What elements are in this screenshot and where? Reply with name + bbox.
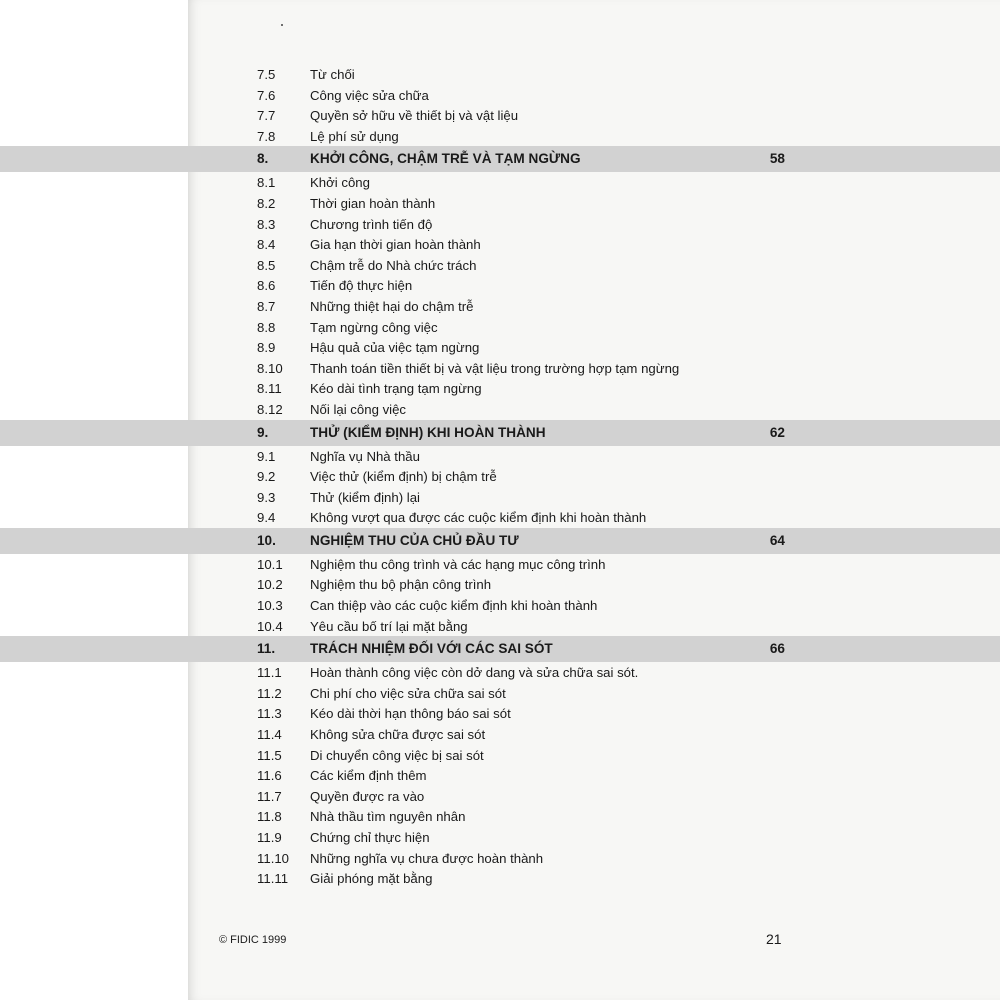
toc-entry: [0, 399, 1000, 420]
toc-entry: [0, 683, 1000, 704]
toc-entry: [0, 724, 1000, 745]
toc-title: Can thiệp vào các cuộc kiểm định khi hoàn thành: [310, 598, 598, 614]
toc-number: 8.10: [257, 360, 283, 376]
footer-copyright: © FIDIC 1999: [219, 934, 287, 946]
toc-number: 11.1: [257, 665, 282, 681]
toc-title: Quyền sở hữu về thiết bị và vật liệu: [310, 108, 519, 124]
toc-title: Nối lại công việc: [310, 401, 407, 417]
toc-title: Từ chối: [310, 67, 355, 82]
toc-entry: [0, 317, 1000, 338]
toc-page-number: 64: [769, 532, 785, 548]
toc-number: 11.11: [257, 871, 289, 887]
toc-number: 8.2: [257, 195, 276, 211]
toc-entry: [0, 85, 1000, 106]
toc-section-heading: [0, 146, 1000, 172]
toc-entry: [0, 466, 1000, 487]
toc-number: 9.2: [257, 469, 276, 485]
toc-number: 8.12: [257, 401, 283, 417]
table-of-contents: [0, 64, 1000, 889]
toc-title: THỬ (KIỂM ĐỊNH) KHI HOÀN THÀNH: [310, 424, 546, 440]
toc-entry: [0, 507, 1000, 528]
toc-number: 8.1: [257, 175, 276, 191]
toc-entry: [0, 358, 1000, 379]
toc-number: 10.4: [257, 618, 283, 634]
toc-number: 9.3: [257, 489, 276, 505]
toc-entry: [0, 827, 1000, 848]
toc-title: Chi phí cho việc sửa chữa sai sót: [310, 685, 506, 701]
toc-number: 11.6: [257, 768, 282, 784]
toc-entry: [0, 126, 1000, 147]
toc-entry: [0, 446, 1000, 467]
toc-entry: [0, 616, 1000, 637]
toc-number: 7.5: [257, 67, 276, 82]
toc-number: 11.3: [257, 706, 282, 722]
toc-title: NGHIỆM THU CỦA CHỦ ĐẦU TƯ: [310, 532, 519, 548]
toc-entry: [0, 234, 1000, 255]
toc-number: 11.5: [257, 747, 282, 763]
toc-title: Di chuyển công việc bị sai sót: [310, 747, 484, 763]
toc-number: 7.7: [257, 108, 276, 124]
toc-title: Gia hạn thời gian hoàn thành: [310, 237, 481, 253]
toc-number: 9.1: [257, 448, 276, 464]
toc-title: Những thiệt hại do chậm trễ: [310, 298, 474, 314]
toc-entry: [0, 703, 1000, 724]
toc-title: Kéo dài tình trạng tạm ngừng: [310, 381, 482, 397]
toc-title: KHỞI CÔNG, CHẬM TRỄ VÀ TẠM NGỪNG: [310, 151, 581, 167]
toc-entry: [0, 745, 1000, 766]
toc-title: Không vượt qua được các cuộc kiểm định khi hoàn thành: [310, 510, 647, 526]
toc-number: 11.10: [257, 850, 290, 866]
toc-number: 10.2: [257, 577, 283, 593]
toc-title: Nghiệm thu bộ phận công trình: [310, 577, 492, 593]
toc-number: 8.6: [257, 278, 276, 294]
toc-title: Thanh toán tiền thiết bị và vật liệu trong trường hợp tạm ngừng: [310, 360, 680, 376]
toc-number: 10.1: [257, 556, 283, 572]
toc-entry: [0, 487, 1000, 508]
toc-entry: [0, 172, 1000, 193]
toc-title: Khởi công: [310, 175, 370, 191]
toc-entry: [0, 786, 1000, 807]
toc-number: 8.3: [257, 216, 276, 232]
toc-title: Chương trình tiến độ: [310, 216, 433, 232]
toc-entry: [0, 214, 1000, 235]
toc-entry: [0, 275, 1000, 296]
toc-entry: [0, 574, 1000, 595]
toc-number: 8.: [257, 151, 269, 167]
footer-page-number: 21: [766, 931, 782, 947]
toc-title: Công việc sửa chữa: [310, 87, 429, 103]
toc-entry: [0, 378, 1000, 399]
toc-number: 10.: [257, 532, 276, 548]
toc-title: Chậm trễ do Nhà chức trách: [310, 257, 477, 273]
toc-title: Thời gian hoàn thành: [310, 195, 436, 211]
toc-number: 9.4: [257, 510, 276, 526]
toc-number: 8.11: [257, 381, 282, 397]
toc-title: Nhà thầu tìm nguyên nhân: [310, 809, 466, 825]
toc-entry: [0, 868, 1000, 889]
toc-section-heading: [0, 636, 1000, 662]
toc-entry: [0, 64, 1000, 85]
toc-page-number: 58: [769, 151, 785, 167]
toc-number: 11.4: [257, 727, 282, 743]
toc-page-number: 62: [769, 424, 785, 440]
toc-title: Yêu cầu bố trí lại mặt bằng: [310, 618, 468, 634]
toc-number: 11.: [257, 641, 276, 657]
toc-title: TRÁCH NHIỆM ĐỐI VỚI CÁC SAI SÓT: [310, 641, 553, 657]
toc-title: Giải phóng mặt bằng: [310, 871, 433, 887]
toc-title: Quyền được ra vào: [310, 788, 425, 804]
toc-number: 8.8: [257, 319, 276, 335]
toc-title: Tiến độ thực hiện: [310, 278, 413, 294]
toc-number: 11.9: [257, 830, 282, 845]
toc-number: 8.4: [257, 237, 276, 253]
toc-number: 7.6: [257, 87, 276, 103]
toc-title: Tạm ngừng công việc: [310, 319, 438, 335]
toc-title: Lệ phí sử dụng: [310, 128, 399, 144]
toc-title: Hậu quả của việc tạm ngừng: [310, 340, 480, 356]
toc-title: Nghiệm thu công trình và các hạng mục công trình: [310, 556, 606, 572]
toc-number: 8.9: [257, 340, 276, 356]
toc-entry: [0, 105, 1000, 126]
toc-title: Kéo dài thời hạn thông báo sai sót: [310, 706, 511, 722]
toc-entry: [0, 765, 1000, 786]
toc-entry: [0, 193, 1000, 214]
toc-section-heading: [0, 420, 1000, 446]
toc-section-heading: [0, 528, 1000, 554]
toc-title: Không sửa chữa được sai sót: [310, 727, 486, 743]
toc-title: Những nghĩa vụ chưa được hoàn thành: [310, 850, 544, 866]
toc-number: 8.5: [257, 257, 276, 273]
toc-entry: [0, 806, 1000, 827]
toc-title: Thử (kiểm định) lại: [310, 489, 420, 505]
toc-number: 10.3: [257, 598, 283, 614]
toc-entry: [0, 337, 1000, 358]
toc-entry: [0, 554, 1000, 575]
toc-title: Hoàn thành công việc còn dở dang và sửa chữa sai sót.: [310, 665, 639, 681]
toc-title: Việc thử (kiểm định) bị chậm trễ: [310, 469, 497, 485]
toc-entry: [0, 595, 1000, 616]
toc-entry: [0, 848, 1000, 869]
toc-number: 8.7: [257, 298, 276, 314]
toc-number: 11.2: [257, 685, 282, 701]
toc-number: 11.8: [257, 809, 282, 825]
toc-title: Các kiểm định thêm: [310, 768, 427, 784]
toc-title: Chứng chỉ thực hiện: [310, 830, 430, 845]
toc-number: 9.: [257, 424, 269, 440]
toc-title: Nghĩa vụ Nhà thầu: [310, 448, 420, 464]
toc-entry: [0, 296, 1000, 317]
speck-mark: [281, 24, 283, 26]
toc-number: 7.8: [257, 128, 276, 144]
toc-number: 11.7: [257, 788, 282, 804]
toc-entry: [0, 662, 1000, 683]
toc-entry: [0, 255, 1000, 276]
toc-page-number: 66: [769, 641, 785, 657]
